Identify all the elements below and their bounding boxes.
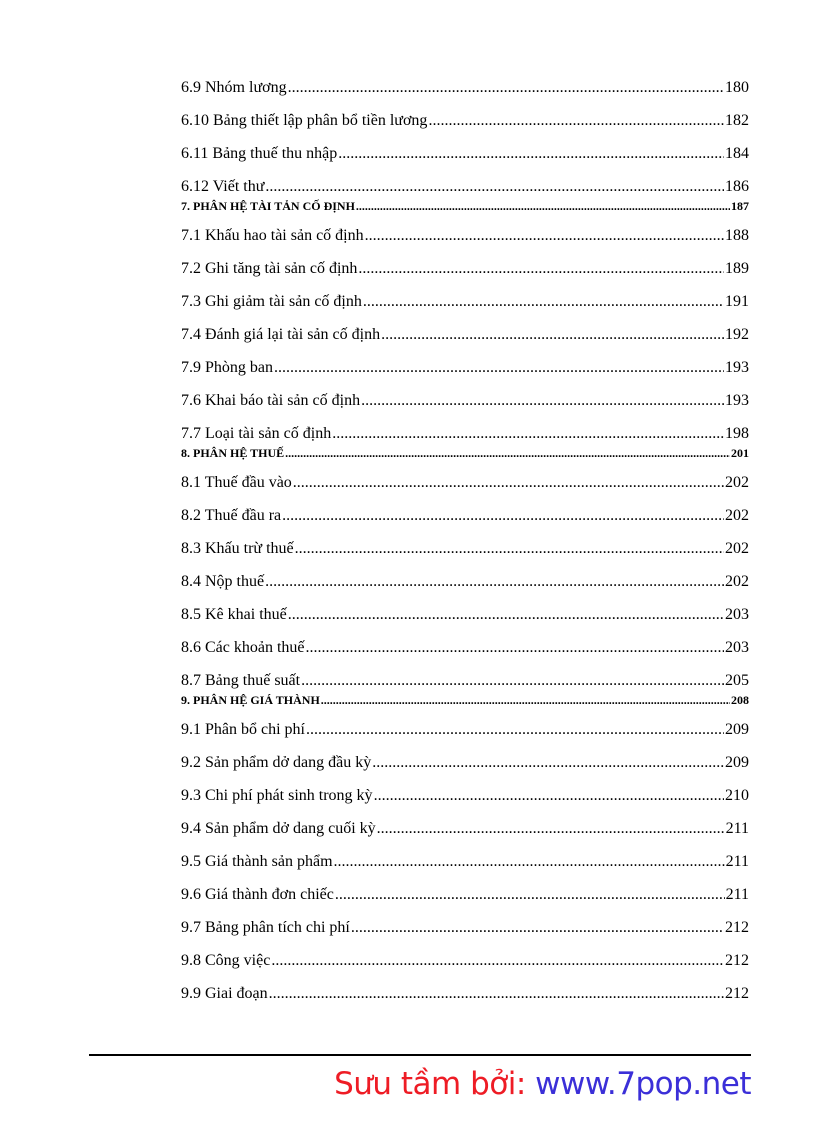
leader-dots [372, 748, 724, 778]
table-of-contents [181, 73, 749, 1012]
toc-page-number: 211 [725, 886, 749, 903]
toc-page-number: 212 [725, 919, 749, 936]
toc-section-heading[interactable] [181, 446, 749, 468]
toc-section-heading[interactable] [181, 199, 749, 221]
toc-entry[interactable] [181, 715, 749, 748]
leader-dots [295, 534, 724, 564]
leader-dots [288, 73, 724, 103]
leader-dots [321, 693, 730, 707]
toc-entry[interactable] [181, 501, 749, 534]
toc-entry[interactable] [181, 567, 749, 600]
toc-page-number: 184 [725, 145, 749, 162]
toc-page-number: 212 [725, 952, 749, 969]
toc-page-number: 193 [725, 392, 749, 409]
toc-section-title: 8. PHÂN HỆ THUẾ [181, 446, 285, 460]
toc-page-number: 208 [731, 693, 749, 707]
footer-watermark [0, 1066, 751, 1102]
toc-page-number: 187 [731, 199, 749, 213]
toc-page-number: 209 [725, 754, 749, 771]
toc-page-number: 202 [725, 573, 749, 590]
leader-dots [377, 814, 725, 844]
toc-page-number: 203 [725, 606, 749, 623]
toc-entry-title: 9.9 Giai đoạn [181, 985, 268, 1002]
leader-dots [271, 946, 724, 976]
toc-entry-title: 6.9 Nhóm lương [181, 79, 287, 96]
toc-entry[interactable] [181, 979, 749, 1012]
toc-entry[interactable] [181, 633, 749, 666]
toc-entry-title: 8.7 Bảng thuế suất [181, 672, 301, 689]
leader-dots [338, 139, 724, 169]
toc-page-number: 211 [725, 820, 749, 837]
toc-page-number: 191 [725, 293, 749, 310]
toc-page-number: 210 [725, 787, 749, 804]
toc-entry[interactable] [181, 468, 749, 501]
leader-dots [301, 666, 724, 696]
toc-entry-title: 9.8 Công việc [181, 952, 271, 969]
toc-entry[interactable] [181, 847, 749, 880]
toc-entry[interactable] [181, 353, 749, 386]
leader-dots [428, 106, 724, 136]
leader-dots [361, 386, 724, 416]
toc-entry-title: 7.1 Khấu hao tài sản cố định [181, 227, 364, 244]
leader-dots [335, 880, 725, 910]
leader-dots [332, 419, 724, 449]
toc-page-number: 202 [725, 507, 749, 524]
leader-dots [265, 172, 724, 202]
toc-entry[interactable] [181, 254, 749, 287]
toc-section-title: 7. PHÂN HỆ TÀI TẢN CỐ ĐỊNH [181, 199, 355, 213]
leader-dots [293, 468, 724, 498]
toc-entry[interactable] [181, 287, 749, 320]
toc-page-number: 205 [725, 672, 749, 689]
toc-entry-title: 9.1 Phân bổ chi phí [181, 721, 305, 738]
toc-entry-title: 9.6 Giá thành đơn chiếc [181, 886, 334, 903]
toc-page-number: 180 [725, 79, 749, 96]
toc-entry-title: 6.10 Bảng thiết lập phân bổ tiền lương [181, 112, 428, 129]
toc-entry-title: 8.4 Nộp thuế [181, 573, 265, 590]
toc-page-number: 212 [725, 985, 749, 1002]
footer-label: Sưu tầm bởi: [334, 1066, 526, 1102]
leader-dots [274, 353, 724, 383]
toc-entry[interactable] [181, 600, 749, 633]
toc-entry-title: 8.3 Khấu trừ thuế [181, 540, 294, 557]
toc-page-number: 189 [725, 260, 749, 277]
leader-dots [306, 715, 724, 745]
toc-entry-title: 7.9 Phòng ban [181, 359, 273, 376]
toc-entry-title: 9.5 Giá thành sản phẩm [181, 853, 333, 870]
toc-section-heading[interactable] [181, 693, 749, 715]
toc-entry-title: 8.5 Kê khai thuế [181, 606, 287, 623]
toc-page-number: 188 [725, 227, 749, 244]
leader-dots [269, 979, 724, 1009]
toc-page-number: 211 [725, 853, 749, 870]
toc-entry-title: 9.7 Bảng phân tích chi phí [181, 919, 350, 936]
leader-dots [363, 287, 724, 317]
toc-entry-title: 9.2 Sản phẩm dở dang đầu kỳ [181, 754, 372, 771]
toc-entry[interactable] [181, 386, 749, 419]
toc-entry[interactable] [181, 946, 749, 979]
toc-page-number: 182 [725, 112, 749, 129]
toc-entry-title: 7.3 Ghi giảm tài sản cố định [181, 293, 362, 310]
toc-entry[interactable] [181, 781, 749, 814]
toc-entry[interactable] [181, 106, 749, 139]
toc-entry-title: 7.6 Khai báo tài sản cố định [181, 392, 361, 409]
toc-entry-title: 8.1 Thuế đầu vào [181, 474, 292, 491]
toc-entry-title: 7.2 Ghi tăng tài sản cố định [181, 260, 358, 277]
leader-dots [265, 567, 724, 597]
leader-dots [381, 320, 724, 350]
toc-entry[interactable] [181, 814, 749, 847]
toc-entry[interactable] [181, 913, 749, 946]
footer-link[interactable]: www.7pop.net [535, 1066, 751, 1102]
toc-entry[interactable] [181, 221, 749, 254]
leader-dots [358, 254, 724, 284]
toc-page-number: 192 [725, 326, 749, 343]
toc-page-number: 193 [725, 359, 749, 376]
toc-entry-title: 7.4 Đánh giá lại tài sản cố định [181, 326, 381, 343]
leader-dots [334, 847, 725, 877]
toc-entry-title: 9.4 Sản phẩm dở dang cuối kỳ [181, 820, 376, 837]
toc-entry-title: 9.3 Chi phí phát sinh trong kỳ [181, 787, 373, 804]
toc-entry[interactable] [181, 73, 749, 106]
toc-page-number: 202 [725, 474, 749, 491]
footer-divider [89, 1054, 751, 1056]
toc-page-number: 201 [731, 446, 749, 460]
leader-dots [306, 633, 724, 663]
toc-entry-title: 6.12 Viết thư [181, 178, 265, 195]
leader-dots [282, 501, 724, 531]
toc-entry[interactable] [181, 320, 749, 353]
leader-dots [351, 913, 724, 943]
toc-entry[interactable] [181, 139, 749, 172]
toc-page-number: 186 [725, 178, 749, 195]
toc-entry[interactable] [181, 748, 749, 781]
leader-dots [365, 221, 724, 251]
leader-dots [285, 446, 730, 460]
toc-section-title: 9. PHÂN HỆ GIÁ THÀNH [181, 693, 320, 707]
toc-entry-title: 7.7 Loại tài sản cố định [181, 425, 332, 442]
toc-entry-title: 6.11 Bảng thuế thu nhập [181, 145, 338, 162]
toc-page-number: 198 [725, 425, 749, 442]
toc-entry[interactable] [181, 880, 749, 913]
leader-dots [374, 781, 724, 811]
toc-page-number: 209 [725, 721, 749, 738]
leader-dots [356, 199, 730, 213]
toc-entry[interactable] [181, 534, 749, 567]
toc-entry-title: 8.6 Các khoản thuế [181, 639, 305, 656]
toc-page-number: 202 [725, 540, 749, 557]
leader-dots [288, 600, 724, 630]
toc-entry-title: 8.2 Thuế đầu ra [181, 507, 282, 524]
toc-page-number: 203 [725, 639, 749, 656]
